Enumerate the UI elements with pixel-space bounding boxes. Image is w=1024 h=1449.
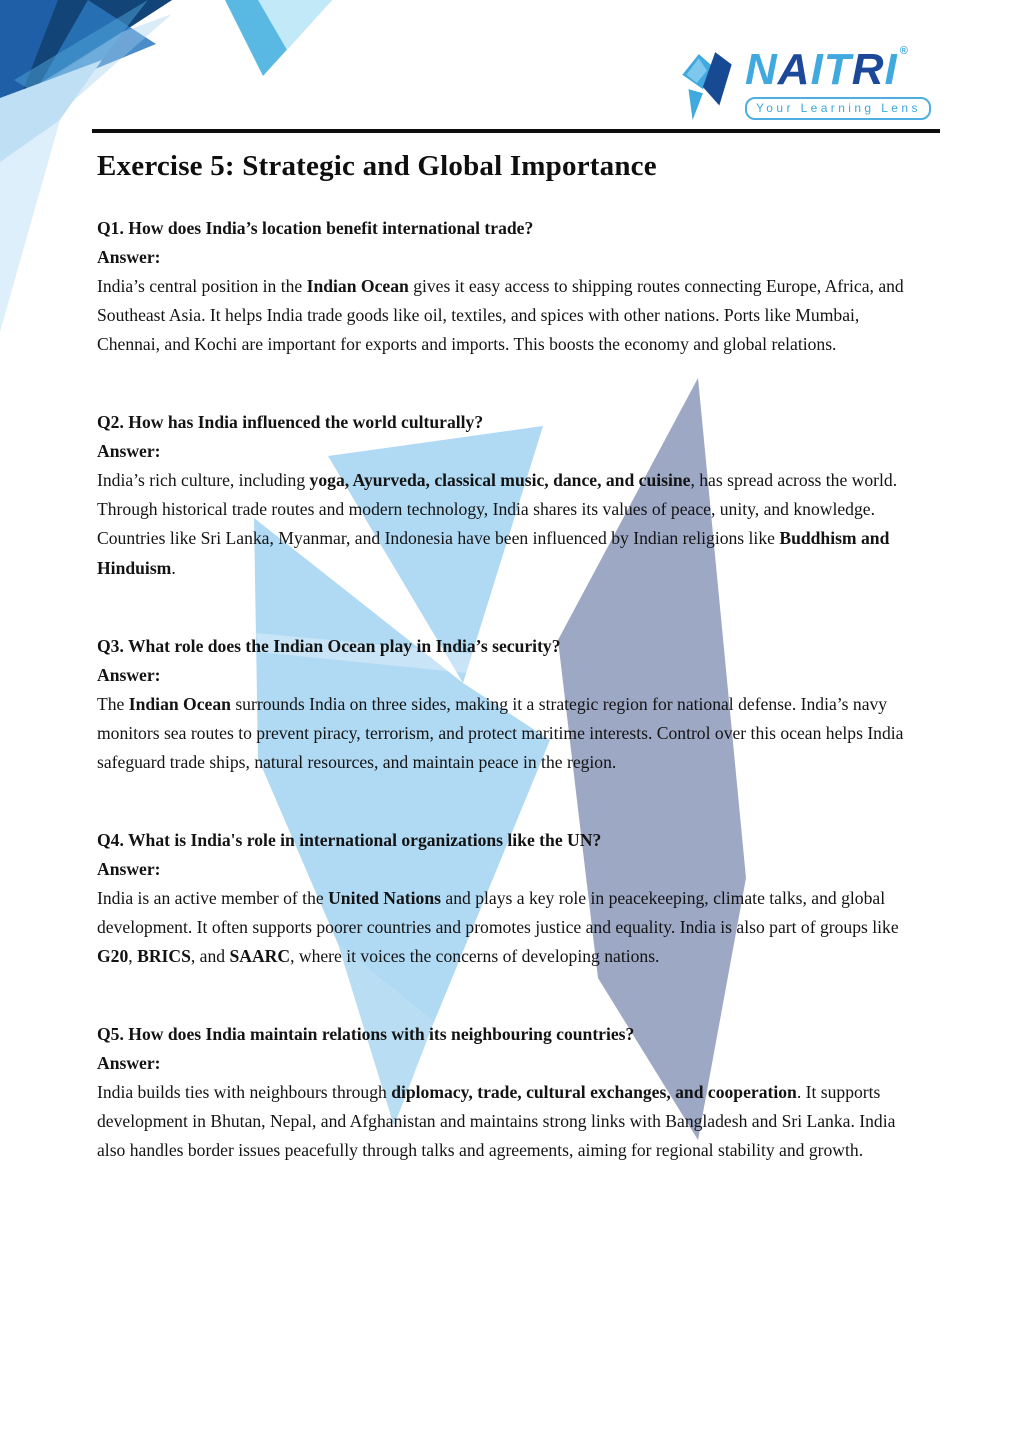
qa-block xyxy=(97,826,915,971)
qa-block xyxy=(97,214,915,359)
answer-text-run: The xyxy=(97,693,129,714)
answer-bold-run: Indian Ocean xyxy=(128,693,231,714)
answer-paragraph xyxy=(97,272,915,359)
answer-text-run: surrounds India on three sides, making it a strategic region for national defense. India’s navy monitors sea routes to prevent piracy, terrorism, and protect maritime interests. Control over this ocean helps India safeguard trade ships, natural resources, and maintain peace in the region. xyxy=(97,693,904,772)
brand-text-block xyxy=(745,45,931,120)
document-content xyxy=(97,150,915,1214)
brand-letter: I xyxy=(884,45,898,94)
answer-text-run: , where it voices the concerns of developing nations. xyxy=(290,945,660,966)
brand-letter: N xyxy=(745,45,778,94)
registered-trademark: ® xyxy=(899,45,908,57)
question-heading: Q5. How does India maintain relations with its neighbouring countries? xyxy=(97,1023,635,1044)
qa-list xyxy=(97,214,915,1164)
question-heading: Q3. What role does the Indian Ocean play in India’s security? xyxy=(97,635,561,656)
qa-block xyxy=(97,1020,915,1165)
answer-text-run: gives it easy access to shipping routes connecting Europe, Africa, and Southeast Asia. It helps India trade goods like oil, textiles, and spices with other nations. Ports like Mumbai, Chennai, and Kochi are important for exports and imports. This boosts the economy and global relations. xyxy=(97,276,904,355)
answer-bold-run: BRICS xyxy=(137,945,191,966)
answer-paragraph xyxy=(97,1078,915,1165)
question-heading: Q4. What is India's role in international organizations like the UN? xyxy=(97,829,602,850)
naitri-origami-bird-icon xyxy=(676,48,738,122)
answer-label: Answer: xyxy=(97,858,161,879)
question-heading: Q2. How has India influenced the world culturally? xyxy=(97,412,484,433)
answer-bold-run: Indian Ocean xyxy=(306,276,409,297)
naitri-logo xyxy=(676,45,931,122)
answer-text-run: India’s rich culture, including xyxy=(97,470,310,491)
answer-text-run: , xyxy=(128,945,138,966)
question-heading: Q1. How does India’s location benefit international trade? xyxy=(97,218,534,239)
answer-text-run: . xyxy=(171,557,176,578)
brand-letter: A xyxy=(777,45,811,94)
header-rule xyxy=(92,129,940,133)
answer-paragraph xyxy=(97,466,915,582)
answer-label: Answer: xyxy=(97,247,161,268)
answer-label: Answer: xyxy=(97,1052,161,1073)
answer-bold-run: diplomacy, trade, cultural exchanges, and cooperation xyxy=(391,1081,797,1102)
answer-bold-run: G20 xyxy=(97,945,129,966)
brand-wordmark xyxy=(745,45,898,94)
answer-text-run: and plays a key role in peacekeeping, climate talks, and global development. It often supports poorer countries and promotes justice and equality. India is also part of groups like xyxy=(97,887,899,937)
answer-bold-run: Buddhism and Hinduism xyxy=(97,528,890,578)
page-title: Exercise 5: Strategic and Global Importance xyxy=(97,150,657,182)
qa-block xyxy=(97,408,915,582)
brand-tagline: Your Learning Lens xyxy=(745,97,931,120)
brand-letter: R xyxy=(851,45,885,94)
answer-bold-run: United Nations xyxy=(328,887,441,908)
answer-paragraph xyxy=(97,690,915,777)
answer-bold-run: yoga, Ayurveda, classical music, dance, and cuisine xyxy=(309,470,691,491)
brand-letter: I xyxy=(810,45,824,94)
answer-text-run: . It supports development in Bhutan, Nepal, and Afghanistan and maintains strong links with Bangladesh and Sri Lanka. India also handles border issues peacefully through talks and agreements, aiming for regional stability and growth. xyxy=(97,1081,896,1160)
answer-text-run: , and xyxy=(190,945,230,966)
answer-paragraph xyxy=(97,884,915,971)
qa-block xyxy=(97,632,915,777)
answer-label: Answer: xyxy=(97,664,161,685)
answer-text-run: India’s central position in the xyxy=(97,276,307,297)
answer-text-run: India builds ties with neighbours through xyxy=(97,1081,392,1102)
brand-letter: T xyxy=(823,45,852,94)
answer-label: Answer: xyxy=(97,441,161,462)
answer-text-run: India is an active member of the xyxy=(97,887,329,908)
answer-text-run: , has spread across the world. Through historical trade routes and modern technology, India shares its values of peace, unity, and knowledge. Countries like Sri Lanka, Myanmar, and Indonesia have been influenced by Indian religions like xyxy=(97,470,898,549)
answer-bold-run: SAARC xyxy=(229,945,291,966)
